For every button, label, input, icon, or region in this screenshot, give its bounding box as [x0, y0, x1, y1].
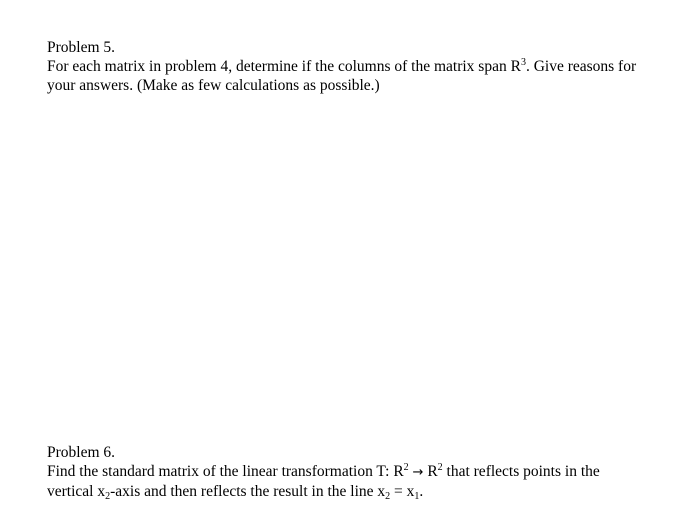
problem-5-text-line-1 — [47, 57, 667, 76]
problem-6 — [47, 443, 667, 501]
problem-5-text-line-1-end: . Give reasons for — [525, 58, 637, 75]
subscript-2-axis: 2 — [105, 491, 111, 502]
equals-x: = x — [390, 483, 415, 500]
problem-6-heading: Problem 6. — [47, 444, 116, 461]
problem-6-text-line-2-start: vertical x — [47, 483, 106, 500]
problem-6-text-line-2-middle: -axis and then reflects the result in the line x — [110, 483, 386, 500]
problem-6-text-line-1-start: Find the standard matrix of the linear transformation T: R — [47, 463, 404, 480]
problem-5-heading: Problem 5. — [47, 39, 116, 56]
codomain-r: R — [427, 463, 438, 480]
superscript-2-domain: 2 — [403, 462, 409, 473]
problem-5-text-line-2: your answers. (Make as few calculations as possible.) — [47, 77, 380, 94]
problem-5 — [47, 38, 667, 95]
problem-6-text-line-1-end: that reflects points in the — [442, 463, 600, 480]
subscript-2-line: 2 — [385, 491, 391, 502]
right-arrow-icon: → — [412, 465, 424, 480]
problem-6-text-line-1 — [47, 462, 667, 482]
period: . — [419, 483, 424, 500]
superscript-3: 3 — [520, 57, 526, 68]
problem-6-text-line-2 — [47, 482, 667, 501]
superscript-2-codomain: 2 — [437, 462, 443, 473]
problem-5-text-line-1-main: For each matrix in problem 4, determine if the columns of the matrix span R — [47, 58, 521, 75]
subscript-1-line: 1 — [414, 491, 420, 502]
